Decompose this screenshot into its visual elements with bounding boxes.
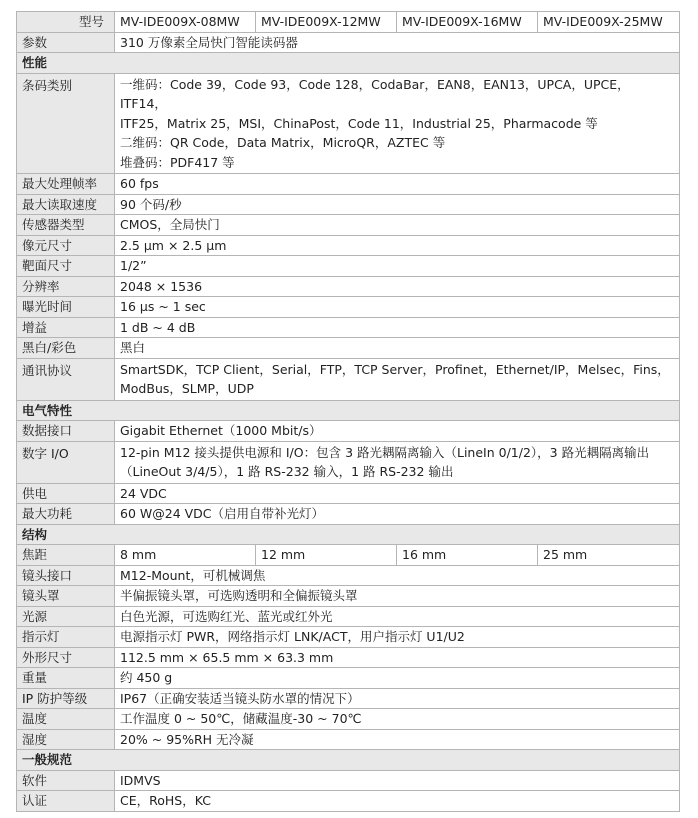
spec-row	[17, 276, 680, 297]
spec-value: IDMVS	[115, 770, 680, 791]
section-title: 结构	[17, 524, 680, 545]
spec-value: 约 450 g	[115, 668, 680, 689]
spec-label: 像元尺寸	[17, 235, 115, 256]
param-label: 参数	[17, 32, 115, 53]
spec-label: 曝光时间	[17, 297, 115, 318]
model-16mw: MV-IDE009X-16MW	[397, 12, 538, 33]
section-electrical	[17, 400, 680, 421]
model-08mw: MV-IDE009X-08MW	[115, 12, 256, 33]
model-label: 型号	[17, 12, 115, 33]
focal-value: 16 mm	[397, 545, 538, 566]
spec-row	[17, 709, 680, 730]
spec-value: 16 µs ~ 1 sec	[115, 297, 680, 318]
spec-label: 认证	[17, 791, 115, 812]
spec-label: 增益	[17, 317, 115, 338]
spec-label: 重量	[17, 668, 115, 689]
section-title: 一般规范	[17, 750, 680, 771]
spec-row-barcode	[17, 73, 680, 174]
spec-label: 传感器类型	[17, 215, 115, 236]
digital-io-line: （LineOut 3/4/5），1 路 RS-232 输入，1 路 RS-232 输出	[120, 464, 454, 479]
spec-label: 镜头罩	[17, 586, 115, 607]
spec-row	[17, 235, 680, 256]
spec-value: Gigabit Ethernet（1000 Mbit/s）	[115, 421, 680, 442]
spec-value: 2048 × 1536	[115, 276, 680, 297]
spec-value: 工作温度 0 ~ 50℃，储藏温度-30 ~ 70℃	[115, 709, 680, 730]
param-row	[17, 32, 680, 53]
param-value: 310 万像素全局快门智能读码器	[115, 32, 680, 53]
spec-label: IP 防护等级	[17, 688, 115, 709]
focal-value: 8 mm	[115, 545, 256, 566]
spec-value: 20% ~ 95%RH 无冷凝	[115, 729, 680, 750]
spec-label: 黑白/彩色	[17, 338, 115, 359]
spec-row	[17, 256, 680, 277]
spec-row	[17, 215, 680, 236]
spec-value: 电源指示灯 PWR，网络指示灯 LNK/ACT，用户指示灯 U1/U2	[115, 627, 680, 648]
spec-label: 指示灯	[17, 627, 115, 648]
spec-row	[17, 606, 680, 627]
spec-value: 2.5 µm × 2.5 µm	[115, 235, 680, 256]
section-title: 电气特性	[17, 400, 680, 421]
section-general	[17, 750, 680, 771]
spec-row	[17, 565, 680, 586]
barcode-line: ITF25，Matrix 25，MSI，ChinaPost，Code 11，Industrial 25，Pharmacode 等	[120, 115, 598, 131]
spec-row-focal	[17, 545, 680, 566]
spec-label: 光源	[17, 606, 115, 627]
spec-value: 112.5 mm × 65.5 mm × 63.3 mm	[115, 647, 680, 668]
spec-row	[17, 729, 680, 750]
spec-label: 靶面尺寸	[17, 256, 115, 277]
spec-label: 软件	[17, 770, 115, 791]
barcode-types	[115, 73, 680, 174]
spec-value: 黑白	[115, 338, 680, 359]
spec-row	[17, 647, 680, 668]
spec-value: CE，RoHS，KC	[115, 791, 680, 812]
spec-label: 最大功耗	[17, 504, 115, 525]
spec-label: 焦距	[17, 545, 115, 566]
barcode-line: 二维码：QR Code，Data Matrix，MicroQR，AZTEC 等	[120, 135, 446, 150]
section-performance	[17, 53, 680, 74]
spec-row	[17, 586, 680, 607]
spec-label: 条码类别	[17, 73, 115, 174]
model-row	[17, 12, 680, 33]
spec-label: 最大处理帧率	[17, 174, 115, 195]
spec-row	[17, 791, 680, 812]
spec-row-digital-io	[17, 441, 680, 483]
spec-row	[17, 627, 680, 648]
spec-value: 1/2”	[115, 256, 680, 277]
spec-label: 通讯协议	[17, 358, 115, 400]
focal-value: 25 mm	[538, 545, 680, 566]
spec-label: 分辨率	[17, 276, 115, 297]
spec-row-protocol	[17, 358, 680, 400]
spec-row	[17, 194, 680, 215]
spec-row	[17, 483, 680, 504]
spec-table	[16, 11, 680, 812]
model-12mw: MV-IDE009X-12MW	[256, 12, 397, 33]
protocol-line: ModBus，SLMP，UDP	[120, 381, 254, 396]
spec-value: 白色光源，可选购红光、蓝光或红外光	[115, 606, 680, 627]
spec-label: 数据接口	[17, 421, 115, 442]
spec-row	[17, 504, 680, 525]
section-title: 性能	[17, 53, 680, 74]
spec-row	[17, 668, 680, 689]
spec-label: 最大读取速度	[17, 194, 115, 215]
spec-row	[17, 421, 680, 442]
spec-value: M12-Mount，可机械调焦	[115, 565, 680, 586]
spec-value: 半偏振镜头罩，可选购透明和全偏振镜头罩	[115, 586, 680, 607]
digital-io-value	[115, 441, 680, 483]
barcode-line: 一维码：Code 39，Code 93，Code 128，CodaBar，EAN8，EAN13，UPCA，UPCE，ITF14，	[120, 76, 630, 111]
spec-label: 供电	[17, 483, 115, 504]
spec-label: 数字 I/O	[17, 441, 115, 483]
spec-value: 90 个码/秒	[115, 194, 680, 215]
spec-value: 24 VDC	[115, 483, 680, 504]
spec-row	[17, 770, 680, 791]
spec-row	[17, 317, 680, 338]
barcode-line: 堆叠码：PDF417 等	[120, 154, 235, 170]
spec-row	[17, 174, 680, 195]
spec-value: 60 fps	[115, 174, 680, 195]
model-25mw: MV-IDE009X-25MW	[538, 12, 680, 33]
protocol-list	[115, 358, 680, 400]
spec-label: 镜头接口	[17, 565, 115, 586]
focal-value: 12 mm	[256, 545, 397, 566]
spec-row	[17, 688, 680, 709]
spec-label: 温度	[17, 709, 115, 730]
spec-label: 外形尺寸	[17, 647, 115, 668]
section-structure	[17, 524, 680, 545]
spec-value: CMOS，全局快门	[115, 215, 680, 236]
digital-io-line: 12-pin M12 接头提供电源和 I/O：包含 3 路光耦隔离输入（LineIn 0/1/2），3 路光耦隔离输出	[120, 444, 650, 460]
protocol-line: SmartSDK，TCP Client，Serial，FTP，TCP Server，Profinet，Ethernet/IP，Melsec，Fins，	[120, 361, 670, 377]
spec-row	[17, 297, 680, 318]
spec-label: 湿度	[17, 729, 115, 750]
spec-value: 1 dB ~ 4 dB	[115, 317, 680, 338]
spec-value: IP67（正确安装适当镜头防水罩的情况下）	[115, 688, 680, 709]
spec-row	[17, 338, 680, 359]
spec-value: 60 W@24 VDC（启用自带补光灯）	[115, 504, 680, 525]
